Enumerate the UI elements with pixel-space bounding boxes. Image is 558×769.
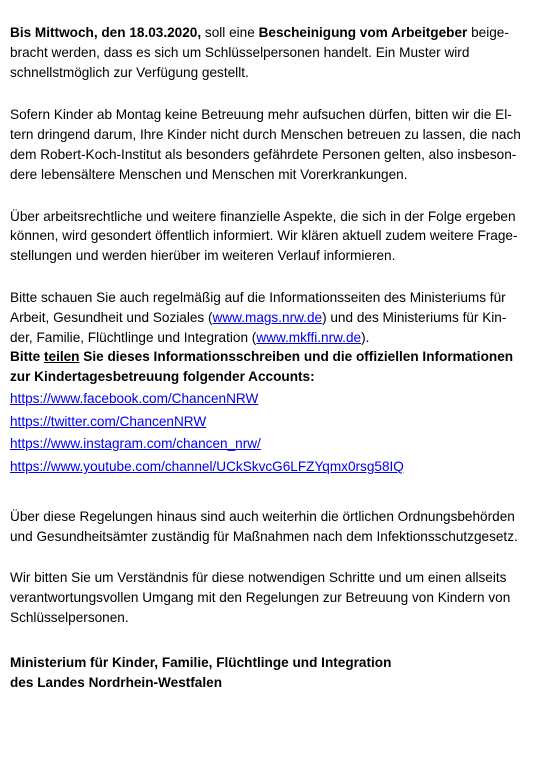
twitter-link[interactable]: https://twitter.com/ChancenNRW bbox=[10, 413, 207, 429]
paragraph-line: dem Robert-Koch-Institut als besonders gefährdete Personen gelten, also insbeson- bbox=[10, 146, 517, 162]
paragraph-text: Arbeit, Gesundheit und Soziales ( bbox=[10, 309, 213, 325]
mkffi-link[interactable]: www.mkffi.nrw.de bbox=[256, 329, 362, 345]
paragraph-line bbox=[10, 23, 530, 43]
paragraph-line bbox=[10, 347, 530, 367]
paragraph-line: Schlüsselpersonen. bbox=[10, 609, 129, 625]
paragraph-line bbox=[10, 308, 530, 328]
paragraph-certificate bbox=[10, 23, 530, 82]
facebook-link[interactable]: https://www.facebook.com/ChancenNRW bbox=[10, 390, 259, 406]
paragraph-line: und Gesundheitsämter zuständig für Maßnahmen nach dem Infektionsschutzgesetz. bbox=[10, 528, 518, 544]
paragraph-line: zur Kindertagesbetreuung folgender Accounts: bbox=[10, 369, 315, 385]
paragraph-text: soll eine bbox=[201, 25, 259, 40]
paragraph-line: Sofern Kinder ab Montag keine Betreuung mehr aufsuchen dürfen, bitten wir die El- bbox=[10, 107, 512, 123]
deadline-text: Bis Mittwoch, den 18.03.2020, bbox=[10, 25, 202, 40]
youtube-link[interactable]: https://www.youtube.com/channel/UCkSkvcG6LFZYqmx0rsg58IQ bbox=[10, 459, 404, 475]
paragraph-line: Über diese Regelungen hinaus sind auch weiterhin die örtlichen Ordnungsbehörden bbox=[10, 508, 515, 524]
signature-line: des Landes Nordrhein-Westfalen bbox=[10, 674, 223, 690]
paragraph-line: bracht werden, dass es sich um Schlüsselpersonen handelt. Ein Muster wird bbox=[10, 44, 470, 60]
paragraph-line: tern dringend darum, Ihre Kinder nicht durch Menschen betreuen zu lassen, die nach bbox=[10, 127, 521, 143]
paragraph-text: ). bbox=[361, 329, 370, 345]
paragraph-text: Sie dieses Informationsschreiben und die offiziellen Informationen bbox=[79, 349, 514, 365]
paragraph-line: verantwortungsvollen Umgang mit den Regelungen zur Betreuung von Kindern von bbox=[10, 590, 511, 606]
paragraph-labor-law bbox=[10, 207, 530, 266]
paragraph-info-pages bbox=[10, 288, 530, 347]
paragraph-line: schnellstmöglich zur Verfügung gestellt. bbox=[10, 64, 249, 80]
paragraph-care bbox=[10, 105, 530, 184]
social-links-list bbox=[10, 388, 530, 479]
mags-link[interactable]: www.mags.nrw.de bbox=[212, 309, 323, 325]
paragraph-line bbox=[10, 328, 530, 348]
share-emphasis: teilen bbox=[43, 349, 80, 365]
paragraph-line: Bitte schauen Sie auch regelmäßig auf die Informationsseiten des Ministeriums für bbox=[10, 289, 506, 305]
paragraph-text: beige- bbox=[467, 25, 509, 40]
paragraph-line: stellungen und werden hierüber im weiteren Verlauf informieren. bbox=[10, 248, 396, 264]
paragraph-line: Wir bitten Sie um Verständnis für diese notwendigen Schritte und um einen allseits bbox=[10, 570, 507, 586]
paragraph-line: Über arbeitsrechtliche und weitere finanzielle Aspekte, die sich in der Folge ergeben bbox=[10, 208, 516, 224]
paragraph-authorities bbox=[10, 507, 530, 547]
paragraph-share bbox=[10, 347, 530, 387]
certificate-text: Bescheinigung vom Arbeitgeber bbox=[258, 25, 468, 40]
document-page bbox=[10, 23, 530, 692]
paragraph-line: dere lebensältere Menschen und Menschen mit Vorerkrankungen. bbox=[10, 166, 408, 182]
instagram-link[interactable]: https://www.instagram.com/chancen_nrw/ bbox=[10, 436, 261, 452]
paragraph-text: ) und des Ministeriums für Kin- bbox=[322, 309, 507, 325]
paragraph-text: der, Familie, Flüchtlinge und Integration ( bbox=[10, 329, 257, 345]
signature-block bbox=[10, 653, 530, 693]
signature-line: Ministerium für Kinder, Familie, Flüchtlinge und Integration bbox=[10, 654, 392, 670]
paragraph-understanding bbox=[10, 568, 530, 627]
paragraph-line: können, wird gesondert öffentlich informiert. Wir klären aktuell zudem weitere Frage- bbox=[10, 228, 518, 244]
paragraph-text: Bitte bbox=[10, 349, 44, 365]
